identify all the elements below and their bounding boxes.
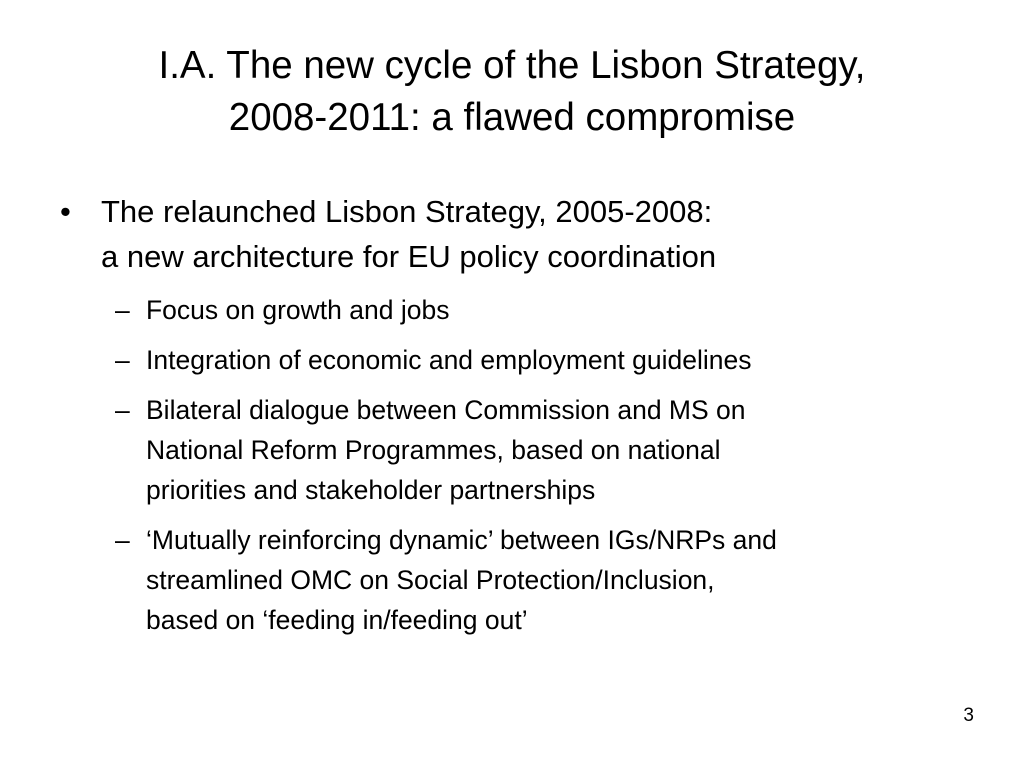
sub-bullet-text: Bilateral dialogue between Commission and MS on bbox=[146, 395, 746, 425]
page-number: 3 bbox=[963, 705, 974, 726]
sub-bullet-text: ‘Mutually reinforcing dynamic’ between IGs/NRPs and bbox=[146, 525, 777, 555]
bullet-marker: • bbox=[60, 194, 71, 229]
sub-bullet-text: based on ‘feeding in/feeding out’ bbox=[146, 605, 528, 635]
sub-bullet-marker: – bbox=[115, 295, 130, 325]
bullet-text-line-1: The relaunched Lisbon Strategy, 2005-2008: bbox=[101, 194, 713, 229]
slide-title-line-2: 2008-2011: a flawed compromise bbox=[228, 96, 796, 139]
sub-bullet-marker: – bbox=[115, 525, 130, 555]
slide-title-line-1: I.A. The new cycle of the Lisbon Strategy, bbox=[158, 44, 866, 87]
sub-bullet-text: National Reform Programmes, based on national bbox=[146, 435, 721, 465]
sub-bullet-text: Focus on growth and jobs bbox=[146, 295, 450, 325]
sub-bullet-text: streamlined OMC on Social Protection/Inclusion, bbox=[146, 565, 715, 595]
bullet-text-line-2: a new architecture for EU policy coordination bbox=[101, 239, 717, 274]
sub-bullet-text: Integration of economic and employment guidelines bbox=[146, 345, 752, 375]
sub-bullet-marker: – bbox=[115, 345, 130, 375]
sub-bullet-text: priorities and stakeholder partnerships bbox=[146, 475, 596, 505]
sub-bullet-marker: – bbox=[115, 395, 130, 425]
slide-title bbox=[60, 40, 964, 144]
